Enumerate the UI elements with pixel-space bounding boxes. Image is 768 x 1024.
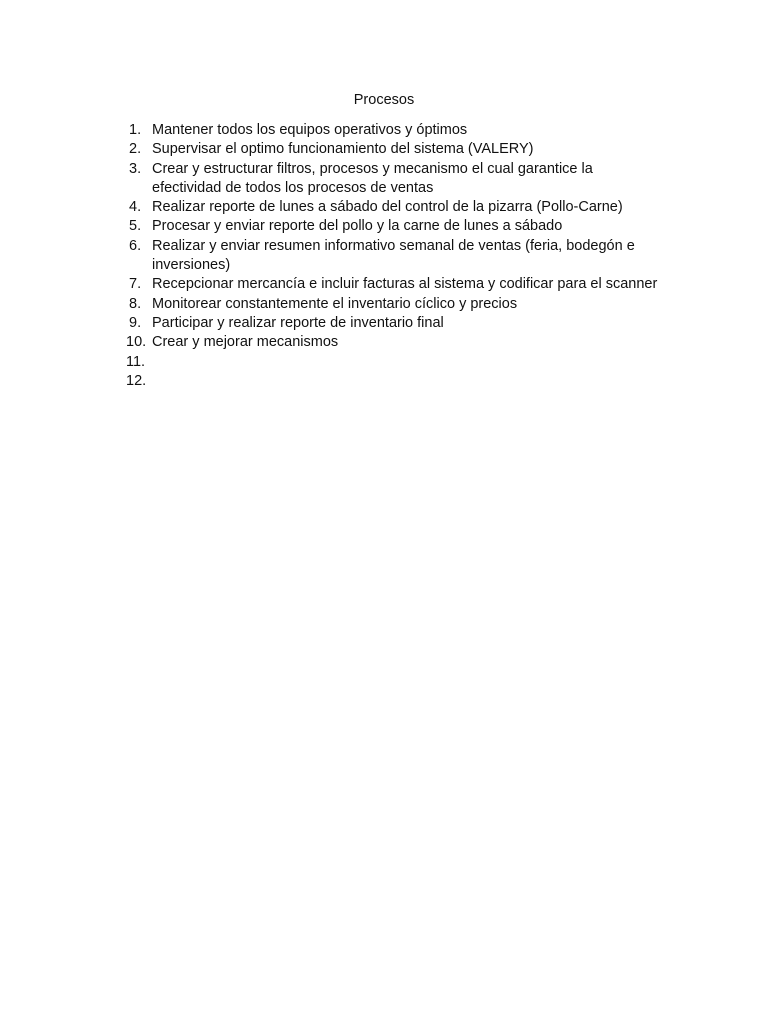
list-item	[126, 121, 666, 140]
list-item	[126, 353, 666, 372]
list-item-number: 9.	[129, 314, 142, 331]
list-item-text: Realizar reporte de lunes a sábado del control de la pizarra (Pollo-Carne)	[152, 199, 623, 216]
list-item-number: 5.	[129, 218, 142, 235]
list-item-number: 10.	[126, 334, 147, 351]
list-item	[126, 160, 666, 199]
list-item-text: Recepcionar mercancía e incluir facturas al sistema y codificar para el scanner	[152, 276, 658, 293]
process-list	[126, 121, 666, 391]
list-item-number: 3.	[129, 160, 142, 177]
list-item-number: 4.	[129, 199, 142, 216]
list-item-number: 11.	[126, 353, 146, 370]
list-item-text: Monitorear constantemente el inventario cíclico y precios	[152, 295, 518, 312]
list-item-text: Realizar y enviar resumen informativo semanal de ventas (feria, bodegón e inversiones)	[152, 237, 635, 274]
document-title: Procesos	[353, 92, 415, 108]
list-item	[126, 140, 666, 159]
list-item-number: 1.	[129, 122, 142, 138]
list-item-text: Supervisar el optimo funcionamiento del sistema (VALERY)	[152, 141, 534, 158]
list-item-text: Crear y mejorar mecanismos	[152, 334, 339, 351]
list-item-number: 7.	[129, 276, 142, 293]
list-item	[126, 275, 666, 294]
list-item	[126, 198, 666, 217]
list-item-number: 12.	[126, 372, 147, 389]
list-item	[126, 237, 666, 276]
list-item	[126, 314, 666, 333]
list-item	[126, 295, 666, 314]
list-item	[126, 217, 666, 236]
list-item	[126, 372, 666, 391]
list-item	[126, 333, 666, 352]
list-item-text: Crear y estructurar filtros, procesos y mecanismo el cual garantice la efectividad de todos los procesos de ventas	[152, 160, 593, 196]
list-item-text: Participar y realizar reporte de inventario final	[152, 314, 444, 331]
list-item-text: Procesar y enviar reporte del pollo y la carne de lunes a sábado	[152, 218, 563, 235]
list-item-text: Mantener todos los equipos operativos y óptimos	[152, 122, 468, 138]
list-item-number: 8.	[129, 295, 142, 312]
list-item-number: 2.	[129, 141, 142, 158]
list-item-number: 6.	[129, 237, 142, 254]
